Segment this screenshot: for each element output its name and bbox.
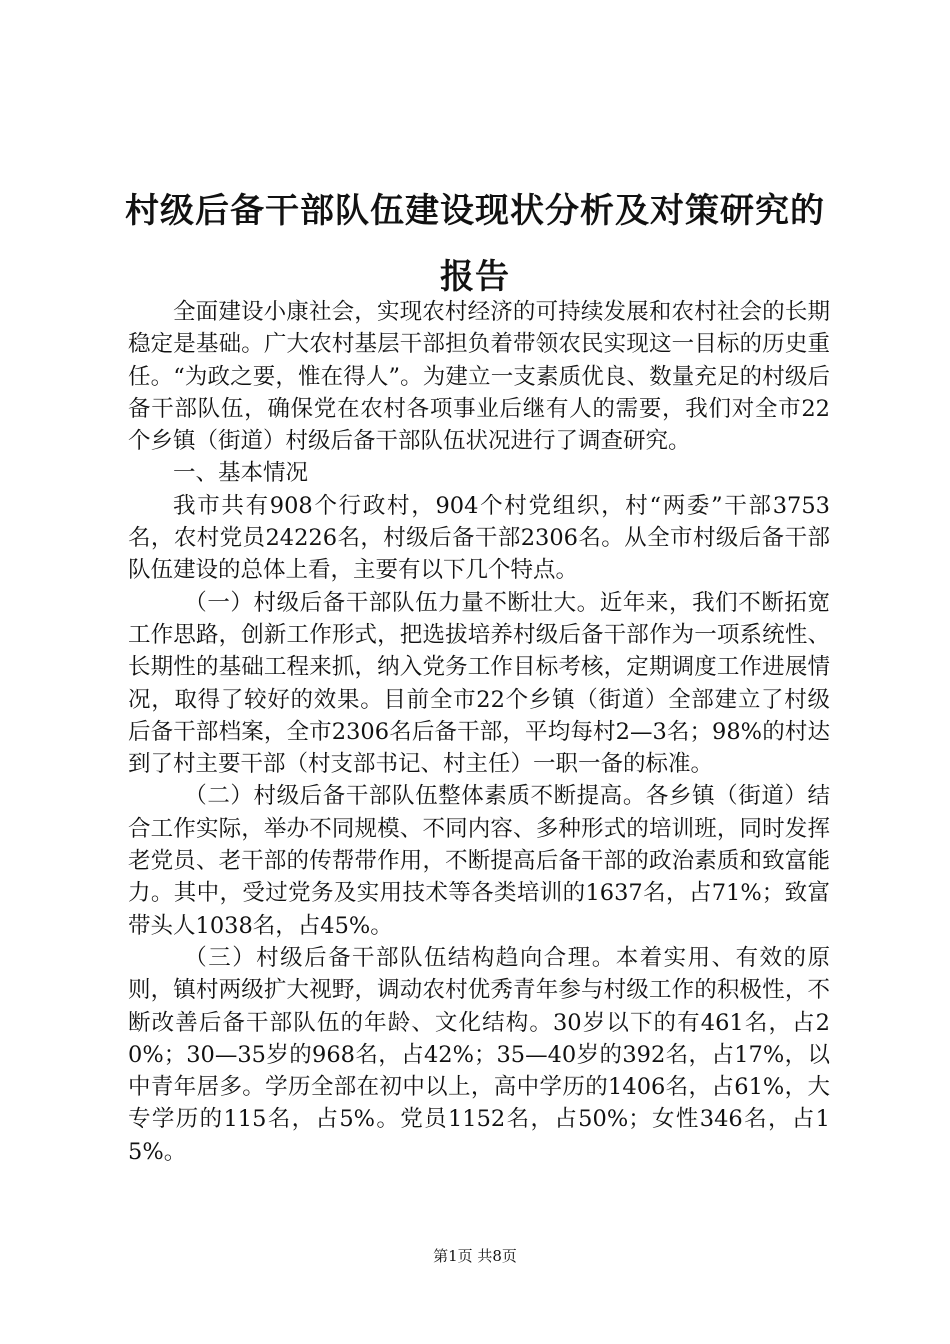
paragraph-point-2: （二）村级后备干部队伍整体素质不断提高。各乡镇（街道）结合工作实际，举办不同规模、不同内容、多种形式的培训班，同时发挥老党员、老干部的传帮带作用，不断提高后备干部的政治素质和致富能力。其中，受过党务及实用技术等各类培训的1637名，占71%；致富带头人1038名，占45%。: [128, 783, 830, 939]
paragraph-overview: 我市共有908个行政村，904个村党组织，村“两委”干部3753名，农村党员24226名，村级后备干部2306名。从全市村级后备干部队伍建设的总体上看，主要有以下几个特点。: [128, 492, 830, 584]
paragraph-point-1: （一）村级后备干部队伍力量不断壮大。近年来，我们不断拓宽工作思路，创新工作形式，把选拔培养村级后备干部作为一项系统性、长期性的基础工程来抓，纳入党务工作目标考核，定期调度工作进展情况，取得了较好的效果。目前全市22个乡镇（街道）全部建立了村级后备干部档案，全市2306名后备干部，平均每村2—3名；98%的村达到了村主要干部（村支部书记、村主任）一职一备的标准。: [128, 589, 830, 778]
page-number-footer: 第1页 共8页: [433, 1247, 517, 1265]
paragraph-point-3: （三）村级后备干部队伍结构趋向合理。本着实用、有效的原则，镇村两级扩大视野，调动农村优秀青年参与村级工作的积极性，不断改善后备干部队伍的年龄、文化结构。30岁以下的有461名，占20%；30—35岁的968名，占42%；35—40岁的392名，占17%，以中青年居多。学历全部在初中以上，高中学历的1406名，占61%，大专学历的115名，占5%。党员1152名，占50%；女性346名，占15%。: [128, 944, 830, 1165]
section-heading-basic-situation: 一、基本情况: [173, 460, 309, 487]
document-body: [128, 296, 830, 1168]
paragraph-intro: 全面建设小康社会，实现农村经济的可持续发展和农村社会的长期稳定是基础。广大农村基层干部担负着带领农民实现这一目标的历史重任。“为政之要，惟在得人”。为建立一支素质优良、数量充足的村级后备干部队伍，确保党在农村各项事业后继有人的需要，我们对全市22个乡镇（街道）村级后备干部队伍状况进行了调查研究。: [128, 299, 830, 455]
document-title: 村级后备干部队伍建设现状分析及对策研究的报告: [125, 191, 825, 297]
